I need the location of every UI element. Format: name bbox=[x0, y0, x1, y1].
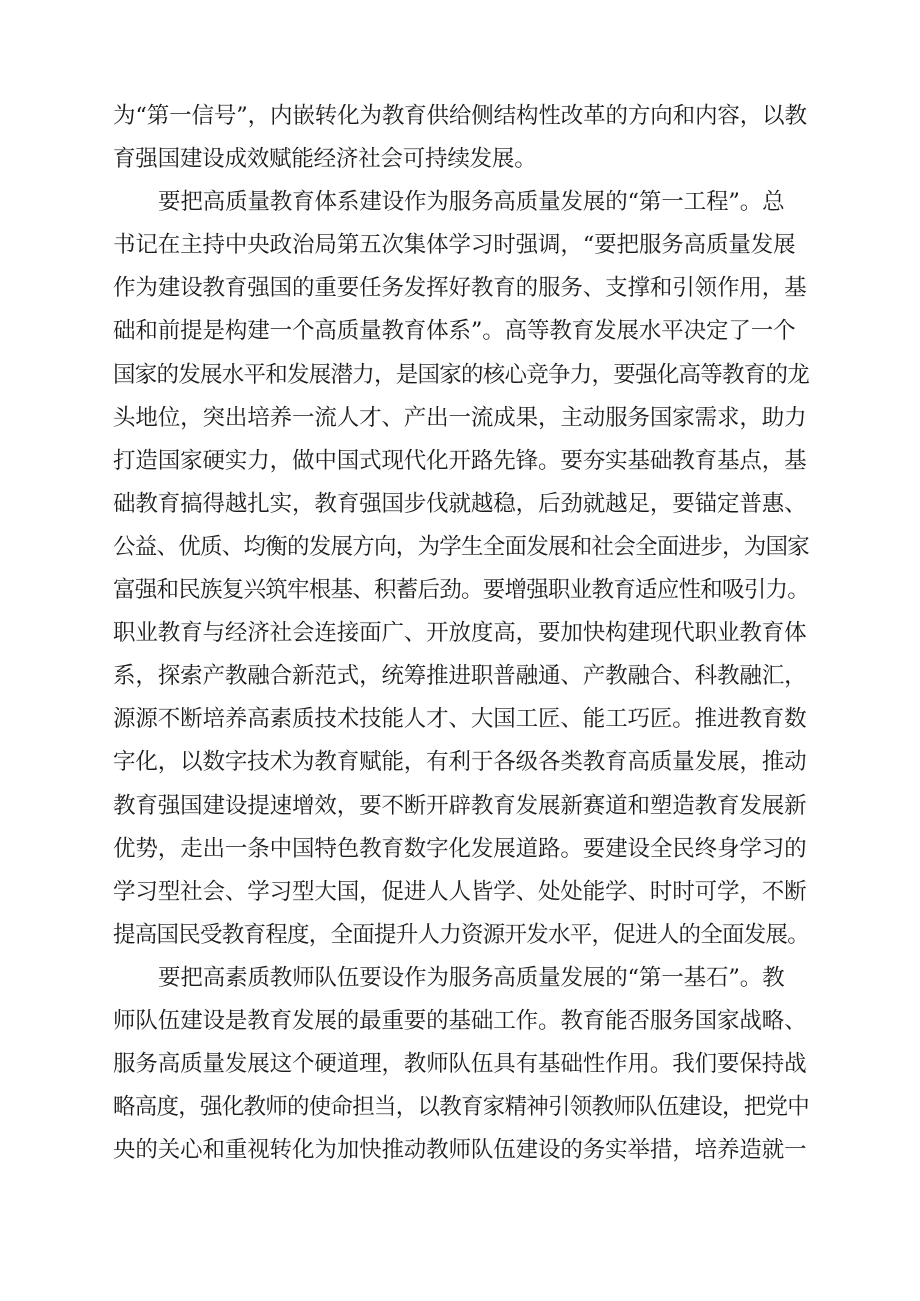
body-text bbox=[113, 95, 813, 1172]
text-line: 源源不断培养高素质技术技能人才、大国工匠、能工巧匠。推进教育数 bbox=[113, 706, 807, 733]
text-line: 国家的发展水平和发展潜力，是国家的核心竞争力，要强化高等教育的龙 bbox=[113, 361, 810, 388]
text-line: 为“第一信号”，内嵌转化为教育供给侧结构性改革的方向和内容，以教 bbox=[113, 103, 807, 129]
paragraph-first-line: 要把高素质教师队伍要设作为服务高质量发展的“第一基石”。教 bbox=[158, 964, 785, 991]
text-line: 提高国民受教育程度，全面提升人力资源开发水平，促进人的全面发展。 bbox=[113, 921, 810, 948]
text-line: 系，探索产教融合新范式，统筹推进职普融通、产教融合、科教融汇， bbox=[113, 663, 807, 690]
text-line: 师队伍建设是教育发展的最重要的基础工作。教育能否服务国家战略、 bbox=[113, 1007, 807, 1034]
text-line: 学习型社会、学习型大国，促进人人皆学、处处能学、时时可学，不断 bbox=[113, 878, 807, 905]
text-line: 职业教育与经济社会连接面广、开放度高，要加快构建现代职业教育体 bbox=[113, 620, 807, 647]
text-line: 教育强国建设提速增效，要不断开辟教育发展新赛道和塑造教育发展新 bbox=[113, 792, 807, 819]
text-line: 服务高质量发展这个硬道理，教师队伍具有基础性作用。我们要保持战 bbox=[113, 1051, 807, 1078]
text-line: 字化，以数字技术为教育赋能，有利于各级各类教育高质量发展，推动 bbox=[113, 749, 807, 776]
text-line: 书记在主持中央政治局第五次集体学习时强调，“要把服务高质量发展 bbox=[113, 232, 796, 259]
text-line: 央的关心和重视转化为加快推动教师队伍建设的务实举措，培养造就一 bbox=[113, 1137, 807, 1164]
text-line: 育强国建设成效赋能经济社会可持续发展。 bbox=[113, 146, 537, 173]
text-line: 础教育搞得越扎实，教育强国步伐就越稳，后劲就越足，要锚定普惠、 bbox=[113, 490, 807, 517]
text-line: 础和前提是构建一个高质量教育体系”。高等教育发展水平决定了一个 bbox=[113, 318, 796, 345]
text-line: 打造国家硬实力，做中国式现代化开路先锋。要夯实基础教育基点，基 bbox=[113, 447, 807, 474]
text-line: 优势，走出一条中国特色教育数字化发展道路。要建设全民终身学习的 bbox=[113, 835, 807, 862]
paragraph-first-line: 要把高质量教育体系建设作为服务高质量发展的“第一工程”。总 bbox=[158, 189, 785, 216]
text-line: 略高度，强化教师的使命担当，以教育家精神引领教师队伍建设，把党中 bbox=[113, 1094, 810, 1121]
text-line: 作为建设教育强国的重要任务发挥好教育的服务、支撑和引领作用，基 bbox=[113, 275, 807, 302]
text-line: 公益、优质、均衡的发展方向，为学生全面发展和社会全面进步，为国家 bbox=[113, 533, 810, 560]
text-line: 头地位，突出培养一流人才、产出一流成果，主动服务国家需求，助力 bbox=[113, 404, 807, 431]
text-line: 富强和民族复兴筑牢根基、积蓄后劲。要增强职业教育适应性和吸引力。 bbox=[113, 577, 810, 604]
